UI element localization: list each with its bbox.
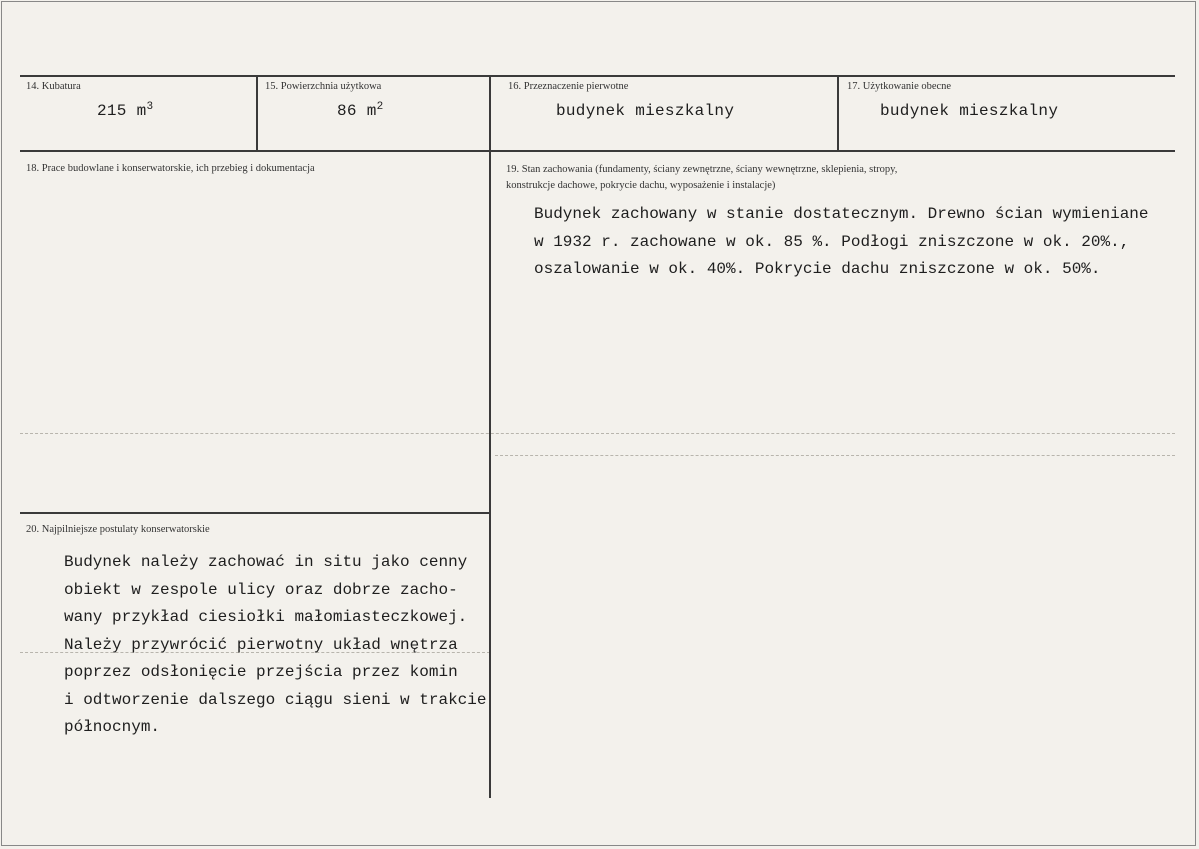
section-20-rule xyxy=(20,512,490,514)
kubatura-label: 14. Kubatura xyxy=(26,81,81,92)
row-rule xyxy=(20,150,1175,152)
postulaty-text-line: Budynek należy zachować in situ jako cenny xyxy=(64,553,468,571)
postulaty-text-line: Należy przywrócić pierwotny układ wnętrza xyxy=(64,635,458,654)
stan-label-line: 19. Stan zachowania (fundamenty, ściany zewnętrzne, ściany wewnętrzne, sklepienia, stropy, xyxy=(506,164,898,175)
uzytkowanie-value: budynek mieszkalny xyxy=(880,102,1059,120)
show-through-line xyxy=(20,433,1175,434)
show-through-line xyxy=(495,455,1175,456)
przeznaczenie-label: 16. Przeznaczenie pierwotne xyxy=(508,81,629,92)
col-divider-main xyxy=(489,76,491,798)
stan-text-line: w 1932 r. zachowane w ok. 85 %. Podłogi zniszczone w ok. 20%., xyxy=(534,232,1130,251)
prace-label: 18. Prace budowlane i konserwatorskie, ich przebieg i dokumentacja xyxy=(26,163,315,174)
kubatura-number: 215 m xyxy=(97,102,147,120)
postulaty-text-line: i odtworzenie dalszego ciągu sieni w trakcie xyxy=(64,690,487,709)
col-divider-14-15 xyxy=(256,76,258,150)
postulaty-label: 20. Najpilniejsze postulaty konserwatorskie xyxy=(26,524,210,535)
postulaty-text-line: poprzez odsłonięcie przejścia przez komin xyxy=(64,663,458,681)
postulaty-text-line: wany przykład ciesiołki małomiasteczkowej. xyxy=(64,608,468,626)
top-rule xyxy=(20,75,1175,77)
powierzchnia-label: 15. Powierzchnia użytkowa xyxy=(265,81,382,92)
stan-label xyxy=(506,162,897,194)
stan-text-line: Budynek zachowany w stanie dostatecznym. Drewno ścian wymieniane xyxy=(534,205,1149,223)
powierzchnia-number: 86 m xyxy=(337,102,377,120)
postulaty-text-line: północnym. xyxy=(64,718,161,736)
stan-text xyxy=(534,201,1149,284)
uzytkowanie-label: 17. Użytkowanie obecne xyxy=(847,81,952,92)
postulaty-text-line: obiekt w zespole ulicy oraz dobrze zacho- xyxy=(64,580,458,599)
postulaty-text xyxy=(64,549,486,742)
kubatura-value xyxy=(97,102,153,120)
przeznaczenie-value: budynek mieszkalny xyxy=(556,102,735,120)
stan-label-line: konstrukcje dachowe, pokrycie dachu, wyposażenie i instalacje) xyxy=(506,180,776,191)
powierzchnia-value xyxy=(337,102,384,120)
kubatura-unit-exponent: 3 xyxy=(146,101,154,113)
col-divider-16-17 xyxy=(837,76,839,150)
powierzchnia-unit-exponent: 2 xyxy=(376,101,384,113)
stan-text-line: oszalowanie w ok. 40%. Pokrycie dachu zniszczone w ok. 50%. xyxy=(534,260,1101,278)
